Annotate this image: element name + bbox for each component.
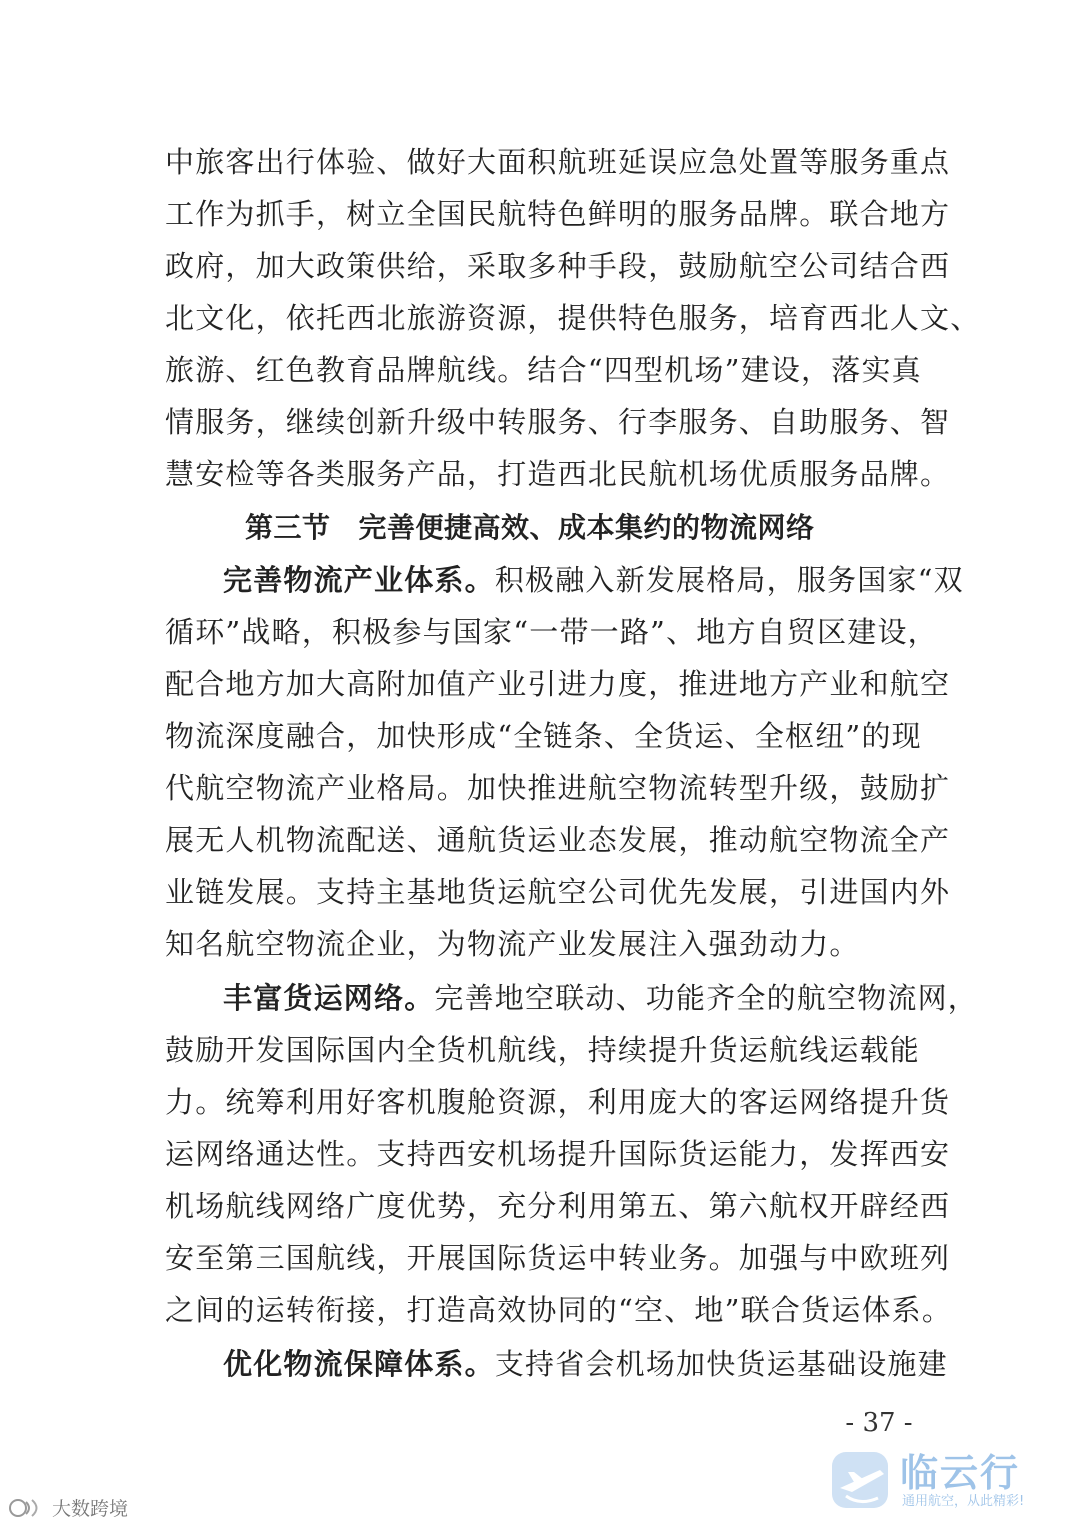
paragraph-text: 积极融入新发展格局，服务国家“双 — [494, 563, 964, 597]
body-line: 安至第三国航线，开展国际货运中转业务。加强与中欧班列 — [165, 1241, 951, 1275]
body-line: 慧安检等各类服务产品，打造西北民航机场优质服务品牌。 — [165, 457, 951, 491]
paragraph-first-line — [223, 1344, 948, 1384]
body-line: 鼓励开发国际国内全货机航线，持续提升货运航线运载能 — [165, 1033, 921, 1067]
section-number: 第三节 — [245, 511, 331, 544]
paragraph-lead: 丰富货运网络。 — [223, 981, 435, 1015]
paragraph-first-line — [223, 978, 979, 1018]
body-line: 力。统筹利用好客机腹舱资源，利用庞大的客运网络提升货 — [165, 1085, 951, 1119]
body-line: 政府，加大政策供给，采取多种手段，鼓励航空公司结合西 — [165, 249, 951, 283]
watermark-slogan: 通用航空，从此精彩! — [902, 1494, 1025, 1509]
body-line: 运网络通达性。支持西安机场提升国际货运能力，发挥西安 — [165, 1137, 951, 1171]
paragraph-lead: 完善物流产业体系。 — [223, 563, 495, 597]
watermark-left-text: 大数跨境 — [52, 1498, 129, 1520]
watermark-left — [8, 1494, 128, 1521]
body-line: 物流深度融合，加快形成“全链条、全货运、全枢纽”的现 — [165, 719, 922, 753]
body-line: 之间的运转衔接，打造高效协同的“空、地”联合货运体系。 — [165, 1293, 953, 1327]
body-line: 情服务，继续创新升级中转服务、行李服务、自助服务、智 — [165, 405, 951, 439]
paragraph-text: 支持省会机场加快货运基础设施建 — [494, 1347, 948, 1381]
paragraph-text: 完善地空联动、功能齐全的航空物流网， — [434, 981, 979, 1015]
body-line: 机场航线网络广度优势，充分利用第五、第六航权开辟经西 — [165, 1189, 951, 1223]
watermark-logo-icon — [8, 1496, 48, 1520]
watermark-right — [830, 1440, 1060, 1520]
section-title: 完善便捷高效、成本集约的物流网络 — [358, 511, 815, 544]
body-line: 中旅客出行体验、做好大面积航班延误应急处置等服务重点 — [165, 145, 951, 179]
body-line: 工作为抓手，树立全国民航特色鲜明的服务品牌。联合地方 — [165, 197, 951, 231]
airplane-icon — [830, 1448, 894, 1518]
body-line: 循环”战略，积极参与国家“一带一路”、地方自贸区建设， — [165, 615, 938, 649]
body-line: 知名航空物流企业，为物流产业发展注入强劲动力。 — [165, 927, 860, 961]
body-line: 业链发展。支持主基地货运航空公司优先发展，引进国内外 — [165, 875, 951, 909]
body-line: 旅游、红色教育品牌航线。结合“四型机场”建设，落实真 — [165, 353, 922, 387]
body-line: 展无人机物流配送、通航货运业态发展，推动航空物流全产 — [165, 823, 951, 857]
section-heading — [245, 508, 845, 548]
body-line: 配合地方加大高附加值产业引进力度，推进地方产业和航空 — [165, 667, 951, 701]
body-line: 代航空物流产业格局。加快推进航空物流转型升级，鼓励扩 — [165, 771, 951, 805]
paragraph-first-line — [223, 560, 964, 600]
watermark-brand: 临云行 — [900, 1451, 1021, 1495]
page-number: - 37 - — [845, 1408, 913, 1438]
paragraph-lead: 优化物流保障体系。 — [223, 1347, 495, 1381]
body-line: 北文化，依托西北旅游资源，提供特色服务，培育西北人文、 — [165, 301, 981, 335]
